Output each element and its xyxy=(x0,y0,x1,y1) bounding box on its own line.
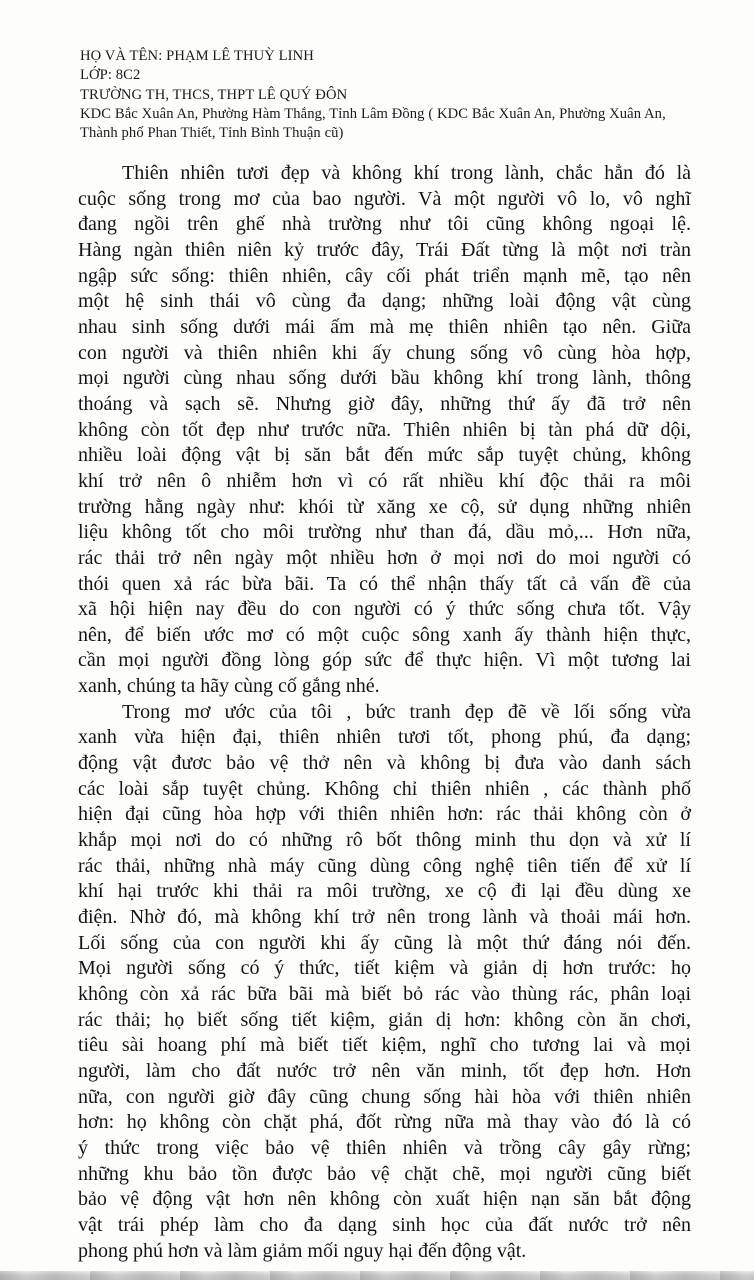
essay-line: vật trái phép làm cho đa dạng sinh học của đất nước trở nên xyxy=(78,1213,691,1236)
essay-line: thói quen xả rác bừa bãi. Ta có thể nhận thấy tất cả vấn đề của xyxy=(78,572,691,595)
essay-line: nên, để biến ước mơ có một cuộc sông xanh ấy thành hiện thực, xyxy=(78,623,691,646)
header-line: LỚP: 8C2 xyxy=(80,67,141,84)
essay-line: rác thải, những nhà máy cũng dùng công nghệ tiên tiến để xử lí xyxy=(78,854,691,877)
essay-line: rác thải trở nên ngày một nhiều hơn ở mọi nơi do moi người có xyxy=(78,546,691,569)
essay-line: ý thức trong việc bảo vệ thiên nhiên và trồng cây gây rừng; xyxy=(78,1136,691,1159)
essay-line: những khu bảo tồn được bảo vệ chặt chẽ, mọi người cũng biết xyxy=(78,1162,691,1185)
student-info-header xyxy=(80,47,672,143)
essay-line: không còn tốt đẹp như trước nữa. Thiên nhiên bị tàn phá dữ dội, xyxy=(78,418,691,441)
essay-line: liệu không tốt cho môi trường như than đá, dầu mỏ,... Hơn nữa, xyxy=(78,521,691,544)
essay-line: xanh vừa hiện đại, thiên nhiên tươi tốt, phong phú, đa dạng; xyxy=(78,726,691,749)
essay-line: Trong mơ ước của tôi , bức tranh đẹp đẽ về lối sống vừa xyxy=(122,700,691,723)
essay-line: phong phú hơn và làm giảm mối nguy hại đến động vật. xyxy=(78,1239,527,1262)
essay-line: động vật đươc bảo vệ thở nên và không bị đưa vào danh sách xyxy=(78,752,691,775)
essay-line: con người và thiên nhiên khi ấy chung sống vô cùng hòa hợp, xyxy=(78,341,691,364)
essay-line: nhau sinh sống dưới mái ấm mà mẹ thiên nhiên tạo nên. Giữa xyxy=(78,315,691,338)
essay-line: mọi người cùng nhau sống dưới bầu không khí trong lành, thông xyxy=(78,367,691,390)
essay-line: tiêu sài hoang phí mà biết tiết kiệm, nghĩ cho tương lai và mọi xyxy=(78,1034,691,1057)
essay-line: khí hại trước khi thải ra môi trường, xe cộ đi lại đều dùng xe xyxy=(78,880,691,903)
essay-line: Lối sống của con người khi ấy cũng là một thứ đáng nói đến. xyxy=(78,931,691,954)
essay-line: nữa, con người giờ đây cũng chung sống hài hòa với thiên nhiên xyxy=(78,1085,691,1108)
essay-line: thoáng và sạch sẽ. Nhưng giờ đây, những thứ ấy đã trở nên xyxy=(78,392,691,415)
essay-line: Thiên nhiên tươi đẹp và không khí trong lành, chắc hẳn đó là xyxy=(122,162,691,184)
essay-line: hiện đại cũng hòa hợp với thiên nhiên hơn: rác thải không còn ở xyxy=(78,803,691,826)
essay-paragraph xyxy=(78,161,691,700)
essay-line: xanh, chúng ta hãy cùng cố gắng nhé. xyxy=(78,675,380,698)
essay-line: các loài sắp tuyệt chủng. Không chỉ thiên nhiên , các thành phố xyxy=(78,777,691,800)
essay-line: Hàng ngàn thiên niên kỷ trước đây, Trái Đất từng là một nơi tràn xyxy=(78,238,691,261)
essay-line: điện. Nhờ đó, mà không khí trở nên trong lành và thoải mái hơn. xyxy=(78,906,691,929)
essay-line: không còn xả rác bữa bãi mà biết bỏ rác vào thùng rác, phân loại xyxy=(78,983,691,1005)
essay-line: Mọi người sống có ý thức, tiết kiệm và giản dị hơn trước: họ xyxy=(78,957,691,980)
essay-line: trường hằng ngày như: khói từ xăng xe cộ, sử dụng những nhiên xyxy=(78,495,691,518)
scan-cutoff-strip xyxy=(0,1271,754,1280)
essay-line: một hệ sinh thái vô cùng đa dạng; những loài động vật cùng xyxy=(78,290,691,313)
essay-line: rác thải; họ biết sống tiết kiệm, giản dị hơn: không còn ăn chơi, xyxy=(78,1008,691,1031)
essay-line: khắp mọi nơi do có những rô bốt thông minh thu dọn và xử lí xyxy=(78,829,691,852)
essay-line: khí trở nên ô nhiễm hơn vì có rất nhiều khí độc thải ra môi xyxy=(78,469,691,492)
essay-body xyxy=(78,161,691,1264)
essay-line: đang ngồi trên ghế nhà trường như tôi cũng không ngoại lệ. xyxy=(78,213,691,236)
essay-line: hơn: họ không còn chặt phá, đốt rừng nữa mà thay vào đó là có xyxy=(78,1111,691,1134)
essay-line: xã hội hiện nay đều do con người có ý thức sống chưa tốt. Vậy xyxy=(78,598,691,621)
essay-line: ngập sức sống: thiên nhiên, cây cối phát triển mạnh mẽ, tạo nên xyxy=(78,264,691,287)
essay-line: bảo vệ động vật hơn nên không còn xuất hiện nạn săn bắt động xyxy=(78,1188,691,1211)
essay-line: cần mọi người đồng lòng góp sức để thực hiện. Vì một tương lai xyxy=(78,649,691,672)
header-line: KDC Bắc Xuân An, Phường Hàm Thắng, Tỉnh Lâm Đồng ( KDC Bắc Xuân An, Phường Xuân An, Thành phố Phan Thiết, Tỉnh Bình Thuận cũ) xyxy=(80,105,666,142)
essay-line: nhiều loài động vật bị săn bắt đến mức sắp tuyệt chủng, không xyxy=(78,444,691,467)
essay-line: cuộc sống trong mơ của bao người. Và một người vô lo, vô nghĩ xyxy=(78,187,691,210)
header-line: TRƯỜNG TH, THCS, THPT LÊ QUÝ ĐÔN xyxy=(80,86,348,103)
essay-line: người, làm cho đất nước trở nên văn minh, tốt đẹp hơn. Hơn xyxy=(78,1059,691,1082)
header-line: HỌ VÀ TÊN: PHẠM LÊ THUỲ LINH xyxy=(80,48,314,64)
essay-paragraph xyxy=(78,700,691,1264)
